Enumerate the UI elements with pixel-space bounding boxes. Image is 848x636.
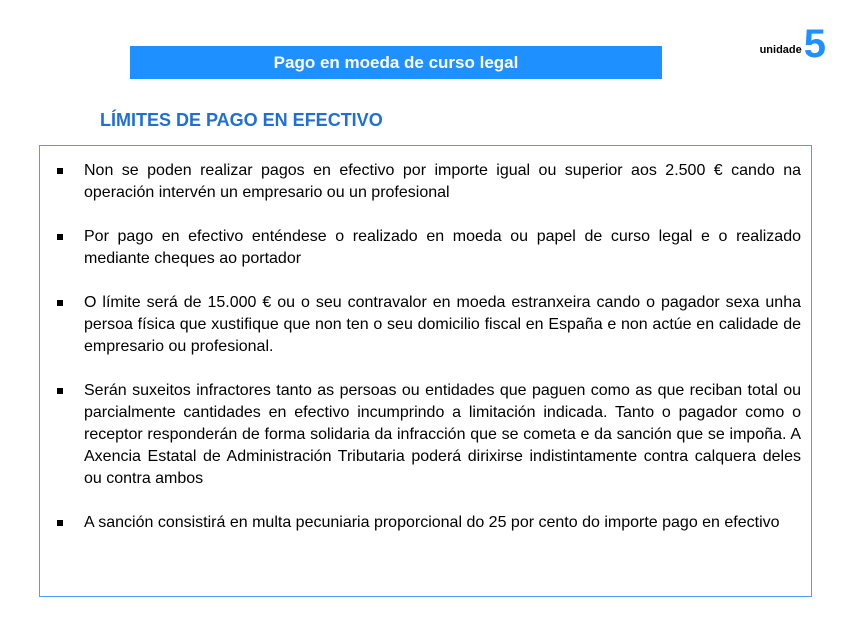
title-banner: Pago en moeda de curso legal (130, 46, 662, 79)
bullet-item: Por pago en efectivo enténdese o realizado en moeda ou papel de curso legal e o realizado mediante cheques ao portador (48, 226, 801, 270)
bullet-item: Serán suxeitos infractores tanto as persoas ou entidades que paguen como as que reciban total ou parcialmente cantidades en efectivo incumprindo a limitación indicada. Tanto o pagador como o receptor responderán de forma solidaria da infracción que se cometa e da sanción que se impoña. A Axencia Estatal de Administración Tributaria poderá dirixirse indistintamente contra calquera deles ou contra ambos (48, 380, 801, 490)
content-box (39, 145, 812, 597)
section-title: LÍMITES DE PAGO EN EFECTIVO (100, 110, 383, 130)
unit-number: 5 (803, 22, 826, 66)
unit-indicator (759, 22, 826, 66)
unit-label: unidade (759, 44, 802, 56)
bullet-item: O límite será de 15.000 € ou o seu contravalor en moeda estranxeira cando o pagador sexa unha persoa física que xustifique que non ten o seu domicilio fiscal en España e non actúe en calidade de empresario ou profesional. (48, 292, 801, 358)
bullet-list (48, 160, 801, 534)
bullet-item: Non se poden realizar pagos en efectivo por importe igual ou superior aos 2.500 € cando na operación intervén un empresario ou un profesional (48, 160, 801, 204)
bullet-item: A sanción consistirá en multa pecuniaria proporcional do 25 por cento do importe pago en efectivo (48, 512, 801, 534)
